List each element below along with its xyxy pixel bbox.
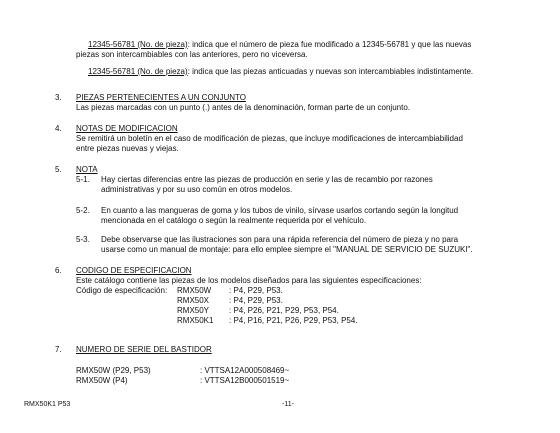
serial-model: RMX50W (P29, P53) [76, 366, 151, 375]
spec-parts: : P4, P29, P53. [229, 296, 283, 305]
spec-parts: : P4, P29, P53. [229, 286, 283, 295]
section-title: NOTA [76, 165, 98, 174]
spec-parts: : P4, P16, P21, P26, P29, P53, P54. [229, 316, 358, 325]
serial-model: RMX50W (P4) [76, 376, 128, 385]
spec-model: RMX50X [177, 296, 210, 305]
section-number: 5. [55, 165, 62, 174]
intro-text: : indica que el número de pieza fue modificado a 12345-56781 y que las nuevas [187, 40, 472, 49]
spec-parts: : P4, P26, P21, P29, P53, P54. [229, 306, 339, 315]
intro-text: : indica que las piezas anticuadas y nuevas son intercambiables indistintamente. [187, 67, 474, 76]
note-number: 5-2. [76, 206, 90, 215]
footer-model-code: RMX50K1 P53 [24, 401, 71, 408]
intro-paragraph-1-cont: piezas son intercambiables con las anteriores, pero no viceversa. [76, 50, 308, 59]
section-number: 6. [55, 266, 62, 275]
section-text: Este catálogo contiene las piezas de los modelos diseñados para las siguientes especificaciones: [76, 276, 422, 285]
section-title: PIEZAS PERTENECIENTES A UN CONJUNTO [76, 93, 246, 102]
serial-number: : VTTSA12B000501519~ [200, 376, 290, 385]
section-title: CODIGO DE ESPECIFICACION [76, 266, 192, 275]
intro-paragraph-2 [76, 67, 473, 77]
part-number-example: 12345-56781 (No. de pieza) [88, 40, 188, 49]
section-number: 7. [55, 345, 62, 354]
spec-model: RMX50W [177, 286, 212, 295]
section-text: entre piezas nuevas y viejas. [76, 144, 179, 153]
spec-model: RMX50K1 [177, 316, 214, 325]
spec-code-label: Código de especificación: [76, 286, 168, 295]
section-text: Las piezas marcadas con un punto (.) antes de la denominación, forman parte de un conjunto. [76, 103, 410, 112]
note-text: En cuanto a las mangueras de goma y los tubos de vinilo, sírvase usarlos cortando según la longitud [101, 206, 459, 215]
serial-number: : VTTSA12A000508469~ [200, 366, 290, 375]
section-text: Se remitirá un boletín en el caso de modificación de piezas, que incluye modificaciones de intercambiabilidad [76, 134, 463, 143]
note-text: Hay ciertas diferencias entre las piezas de producción en serie y las de recambio por razones [101, 175, 433, 184]
section-title: NUMERO DE SERIE DEL BASTIDOR [76, 345, 212, 354]
note-text: administrativas y por su uso común en otros modelos. [101, 185, 293, 194]
page-number: -11- [282, 401, 294, 408]
note-text: mencionada en el catálogo o según la realmente requerida por el vehículo. [101, 216, 367, 225]
spec-model: RMX50Y [177, 306, 210, 315]
section-title: NOTAS DE MODIFICACION [76, 124, 178, 133]
section-number: 3. [55, 93, 62, 102]
note-number: 5-1. [76, 175, 90, 184]
note-number: 5-3. [76, 235, 90, 244]
intro-paragraph-1 [76, 40, 471, 50]
note-text: usarse como un manual de montaje: para ello emplee siempre el "MANUAL DE SERVICIO DE SUZUKI". [101, 245, 473, 254]
part-number-example: 12345-56781 (No. de pieza) [88, 67, 188, 76]
section-number: 4. [55, 124, 62, 133]
note-text: Debe observarse que las ilustraciones son para una rápida referencia del número de pieza y no para [101, 235, 459, 244]
